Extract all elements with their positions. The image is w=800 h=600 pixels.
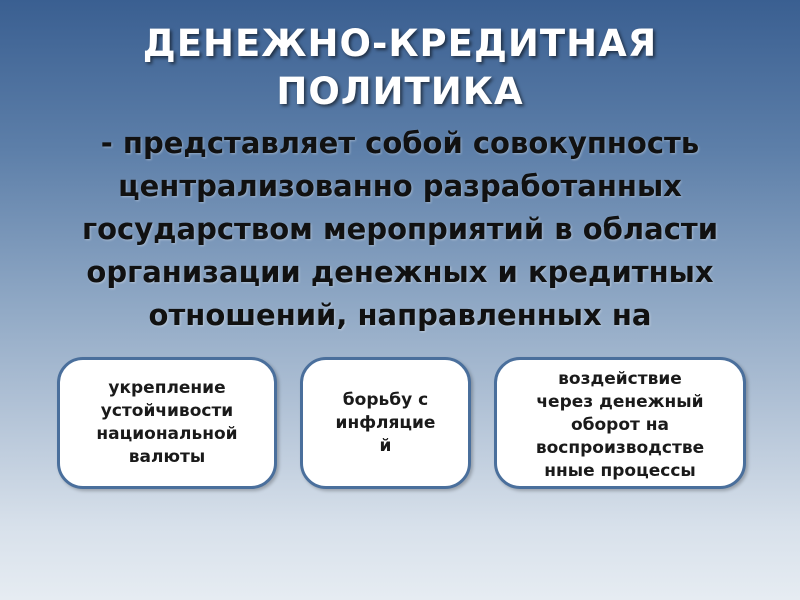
card-currency-stability: [57, 357, 277, 489]
slide-title: [0, 20, 800, 116]
card-1-line-4: валюты: [128, 447, 206, 467]
card-1-line-1: укрепление: [108, 378, 226, 398]
card-fight-inflation: [300, 357, 471, 489]
card-1-line-2: устойчивости: [100, 401, 234, 421]
card-2-line-1: борьбу с: [342, 389, 429, 410]
card-2-line-3: й: [379, 435, 392, 456]
card-3-line-2: через денежный: [536, 391, 704, 412]
card-3-line-5: нные процессы: [544, 460, 696, 481]
card-reproduction-impact: [494, 357, 746, 489]
card-1-line-3: национальной: [96, 424, 238, 444]
card-3-line-4: воспроизводстве: [535, 437, 705, 458]
title-line-1: ДЕНЕЖНО-КРЕДИТНАЯ: [142, 22, 658, 65]
definition-text: - представляет собой совокупность централизованно разработанных государством мероприятий в области организации денежных и кредитных отношений, направленных на: [81, 126, 719, 332]
title-line-2: ПОЛИТИКА: [276, 70, 524, 113]
card-2-line-2: инфляцие: [335, 412, 436, 433]
card-3-line-3: оборот на: [570, 414, 670, 435]
card-3-line-1: воздействие: [558, 368, 682, 389]
